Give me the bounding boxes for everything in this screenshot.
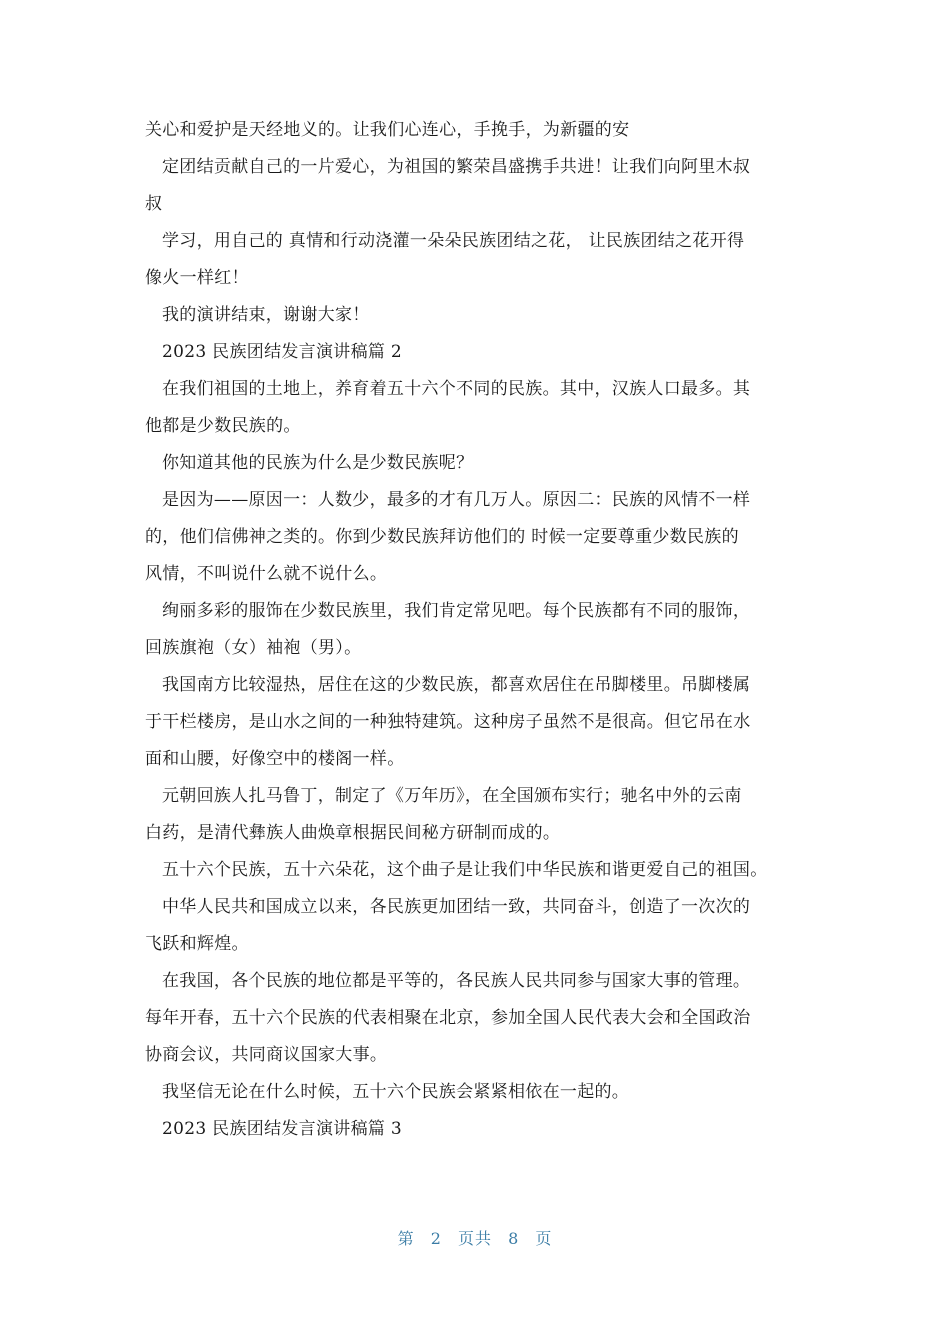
text-line: 他都是少数民族的。 [145,416,301,436]
text-line: 定团结贡献自己的一片爱心，为祖国的繁荣昌盛携手共进！让我们向阿里木叔 [162,157,751,177]
text-line: 飞跃和辉煌。 [145,934,249,954]
text-line: 像火一样红！ [145,268,249,288]
text-line: 我国南方比较湿热，居住在这的少数民族，都喜欢居住在吊脚楼里。吊脚楼属 [162,675,751,695]
text-line: 面和山腰，好像空中的楼阁一样。 [145,749,405,769]
text-line: 学习，用自己的 真情和行动浇灌一朵朵民族团结之花， 让民族团结之花开得 [162,231,745,251]
text-line: 风情，不叫说什么就不说什么。 [145,564,388,584]
text-line: 关心和爱护是天经地义的。让我们心连心，手挽手，为新疆的安 [145,120,630,140]
text-line: 你知道其他的民族为什么是少数民族呢？ [162,453,474,473]
text-line: 在我国，各个民族的地位都是平等的，各民族人民共同参与国家大事的管理。 [162,971,751,991]
text-line: 协商会议，共同商议国家大事。 [145,1045,388,1065]
footer-page-suffix: 页 [535,1229,553,1248]
text-line: 中华人民共和国成立以来，各民族更加团结一致，共同奋斗，创造了一次次的 [162,897,751,917]
text-line: 元朝回族人扎马鲁丁，制定了《万年历》，在全国颁布实行；驰名中外的云南 [162,786,742,806]
footer-current-page: 2 [430,1229,442,1248]
section-heading: 2023 民族团结发言演讲稿篇 2 [162,342,402,362]
text-line: 五十六个民族，五十六朵花，这个曲子是让我们中华民族和谐更爱自己的祖国。 [162,860,768,880]
text-line: 我的演讲结束，谢谢大家！ [162,305,370,325]
text-line: 叔 [145,194,163,214]
footer-total-pages: 8 [508,1229,520,1248]
text-line: 我坚信无论在什么时候，五十六个民族会紧紧相依在一起的。 [162,1082,630,1102]
document-body [145,112,810,1148]
footer-page-prefix: 第 [397,1229,415,1248]
section-heading: 2023 民族团结发言演讲稿篇 3 [162,1119,402,1139]
footer-page-middle: 页共 [457,1229,492,1248]
text-line: 白药，是清代彝族人曲焕章根据民间秘方研制而成的。 [145,823,561,843]
page-footer [0,1226,950,1249]
text-line: 在我们祖国的土地上，养育着五十六个不同的民族。其中，汉族人口最多。其 [162,379,751,399]
text-line: 于干栏楼房，是山水之间的一种独特建筑。这种房子虽然不是很高。但它吊在水 [145,712,751,732]
text-line: 的，他们信佛神之类的。你到少数民族拜访他们的 时候一定要尊重少数民族的 [145,527,739,547]
text-line: 每年开春，五十六个民族的代表相聚在北京，参加全国人民代表大会和全国政治 [145,1008,751,1028]
text-line: 绚丽多彩的服饰在少数民族里，我们肯定常见吧。每个民族都有不同的服饰， [162,601,751,621]
text-line: 是因为——原因一：人数少，最多的才有几万人。原因二：民族的风情不一样 [162,490,751,510]
text-line: 回族旗袍（女）袖袍（男）。 [145,638,362,658]
